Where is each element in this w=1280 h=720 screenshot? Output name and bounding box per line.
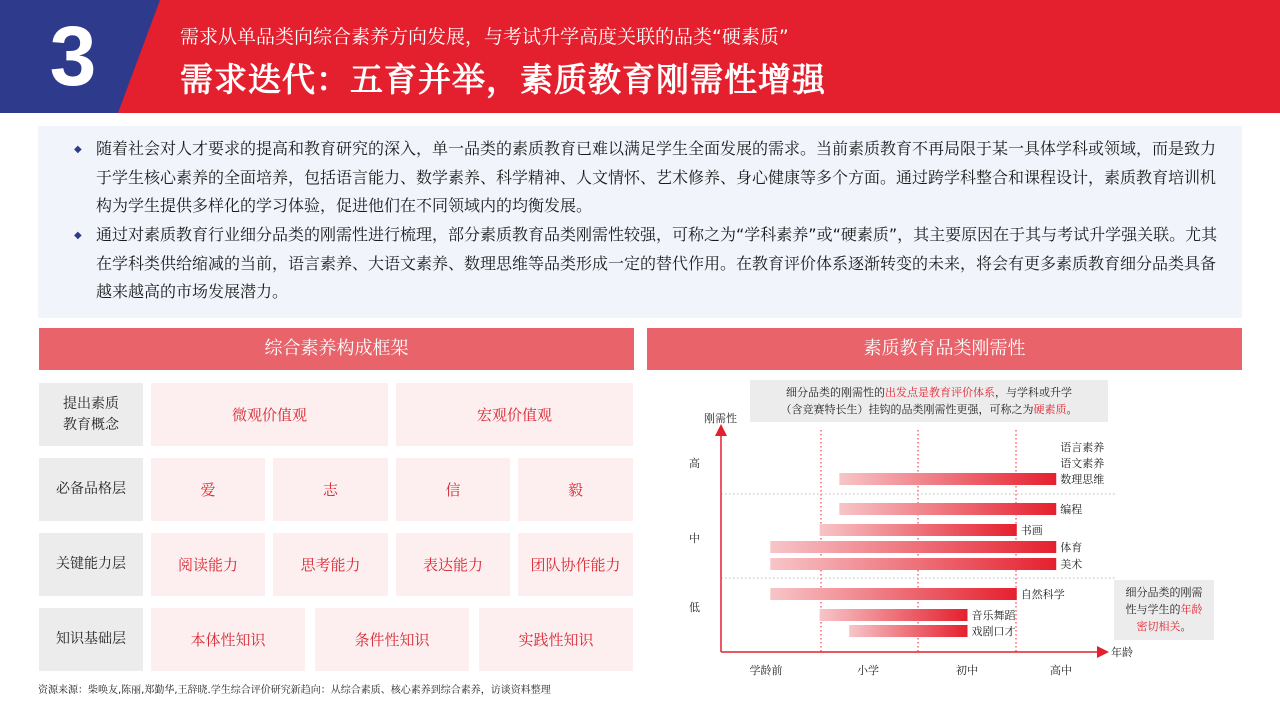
y-level-label: 高 [689, 457, 700, 470]
range-bar [820, 609, 968, 621]
range-bar [849, 625, 967, 637]
y-axis-title: 刚需性 [704, 412, 737, 425]
note-text: ，与学科或升学 [995, 386, 1072, 399]
x-axis-title: 年龄 [1111, 646, 1133, 659]
bar-label: 戏剧口才 [971, 625, 1016, 638]
y-level-label: 低 [689, 601, 700, 614]
section-number: 3 [49, 9, 97, 103]
framework-cell: 爱 [151, 458, 265, 521]
row-label-character: 必备品格层 [39, 458, 143, 521]
bar-label: 体育 [1060, 541, 1083, 554]
x-category-label: 小学 [857, 664, 879, 677]
bar-label: 书画 [1020, 524, 1043, 537]
note-highlight: 出发点是教育评价体系 [885, 386, 995, 399]
bar-label: 自然科学 [1020, 588, 1065, 601]
framework-cell: 条件性知识 [315, 608, 469, 671]
range-bar [770, 541, 1056, 553]
bar-label: 编程 [1060, 503, 1083, 516]
bar-label: 数理思维 [1060, 473, 1105, 486]
framework-cell: 表达能力 [396, 533, 510, 596]
framework-cell: 信 [396, 458, 510, 521]
page-title: 需求迭代：五育并举，素质教育刚需性增强 [180, 60, 826, 99]
y-level-label: 中 [689, 532, 700, 545]
x-category-label: 高中 [1050, 664, 1072, 677]
framework-cell: 宏观价值观 [396, 383, 633, 446]
range-bar [770, 588, 1017, 600]
range-bar [839, 503, 1056, 515]
note-text: 细分品类的刚需性的 [786, 386, 885, 399]
intro-paragraph-2: 通过对素质教育行业细分品类的刚需性进行梳理，部分素质教育品类刚需性较强，可称之为“学科素养”或“硬素质”，其主要原因在于其与考试升学强关联。尤其在学科类供给缩减的当前，语言素养、大语文素养、数理思维等品类形成一定的替代作用。在教育评价体系逐渐转变的未来，将会有更多素质教育细分品类具备越来越高的市场发展潜力。 [96, 225, 1218, 301]
framework-cell: 阅读能力 [151, 533, 265, 596]
x-category-label: 初中 [956, 664, 978, 677]
note-text: 。 [1066, 403, 1078, 416]
x-category-label: 学龄前 [749, 664, 783, 677]
bar-label: 语文素养 [1060, 457, 1105, 470]
range-bar [770, 558, 1056, 570]
framework-cell: 实践性知识 [479, 608, 633, 671]
diamond-bullet-icon: ◆ [74, 230, 82, 241]
framework-cell: 志 [273, 458, 388, 521]
chart-note-right [1114, 580, 1214, 640]
note-highlight: 密切相关 [1136, 620, 1181, 633]
row-label-knowledge: 知识基础层 [39, 608, 143, 671]
intro-paragraph-1: 随着社会对人才要求的提高和教育研究的深入，单一品类的素质教育已难以满足学生全面发展的需求。当前素质教育不再局限于某一具体学科或领域，而是致力于学生核心素养的全面培养，包括语言能力、数学素养、科学精神、人文情怀、艺术修养、身心健康等多个方面。通过跨学科整合和课程设计，素质教育培训机构为学生提供多样化的学习体验，促进他们在不同领域内的均衡发展。 [96, 139, 1217, 215]
note-text: （含竞赛特长生）挂钩的品类刚需性更强，可称之为 [780, 403, 1034, 416]
framework-cell: 思考能力 [273, 533, 388, 596]
bar-label: 美术 [1060, 558, 1083, 571]
header-banner [0, 0, 1280, 113]
framework-cell: 毅 [518, 458, 633, 521]
page-subtitle: 需求从单品类向综合素养方向发展，与考试升学高度关联的品类“硬素质” [180, 26, 789, 48]
intro-box [38, 126, 1242, 318]
rigid-demand-title: 素质教育品类刚需性 [647, 328, 1242, 370]
framework-title: 综合素养构成框架 [39, 328, 634, 370]
row-label-ability: 关键能力层 [39, 533, 143, 596]
note-text: 性与学生的 [1125, 603, 1181, 616]
note-text: 。 [1180, 620, 1192, 633]
source-note: 资源来源：柴唤友,陈丽,郑勤华,王辞晓.学生综合评价研究新趋向：从综合素质、核心素养到综合素养，访谈资料整理 [38, 685, 551, 696]
row-label-concept: 提出素质 教育概念 [39, 383, 143, 446]
bar-label: 语言素养 [1060, 441, 1105, 454]
diamond-bullet-icon: ◆ [74, 144, 82, 155]
range-bar [820, 524, 1017, 536]
framework-cell: 本体性知识 [151, 608, 305, 671]
note-highlight: 硬素质 [1033, 403, 1067, 416]
framework-cell: 微观价值观 [151, 383, 388, 446]
framework-cell: 团队协作能力 [518, 533, 633, 596]
note-highlight: 年龄 [1180, 603, 1203, 616]
note-text: 细分品类的刚需 [1125, 586, 1203, 599]
range-bar [839, 473, 1056, 485]
bar-label: 音乐舞蹈 [971, 609, 1016, 622]
